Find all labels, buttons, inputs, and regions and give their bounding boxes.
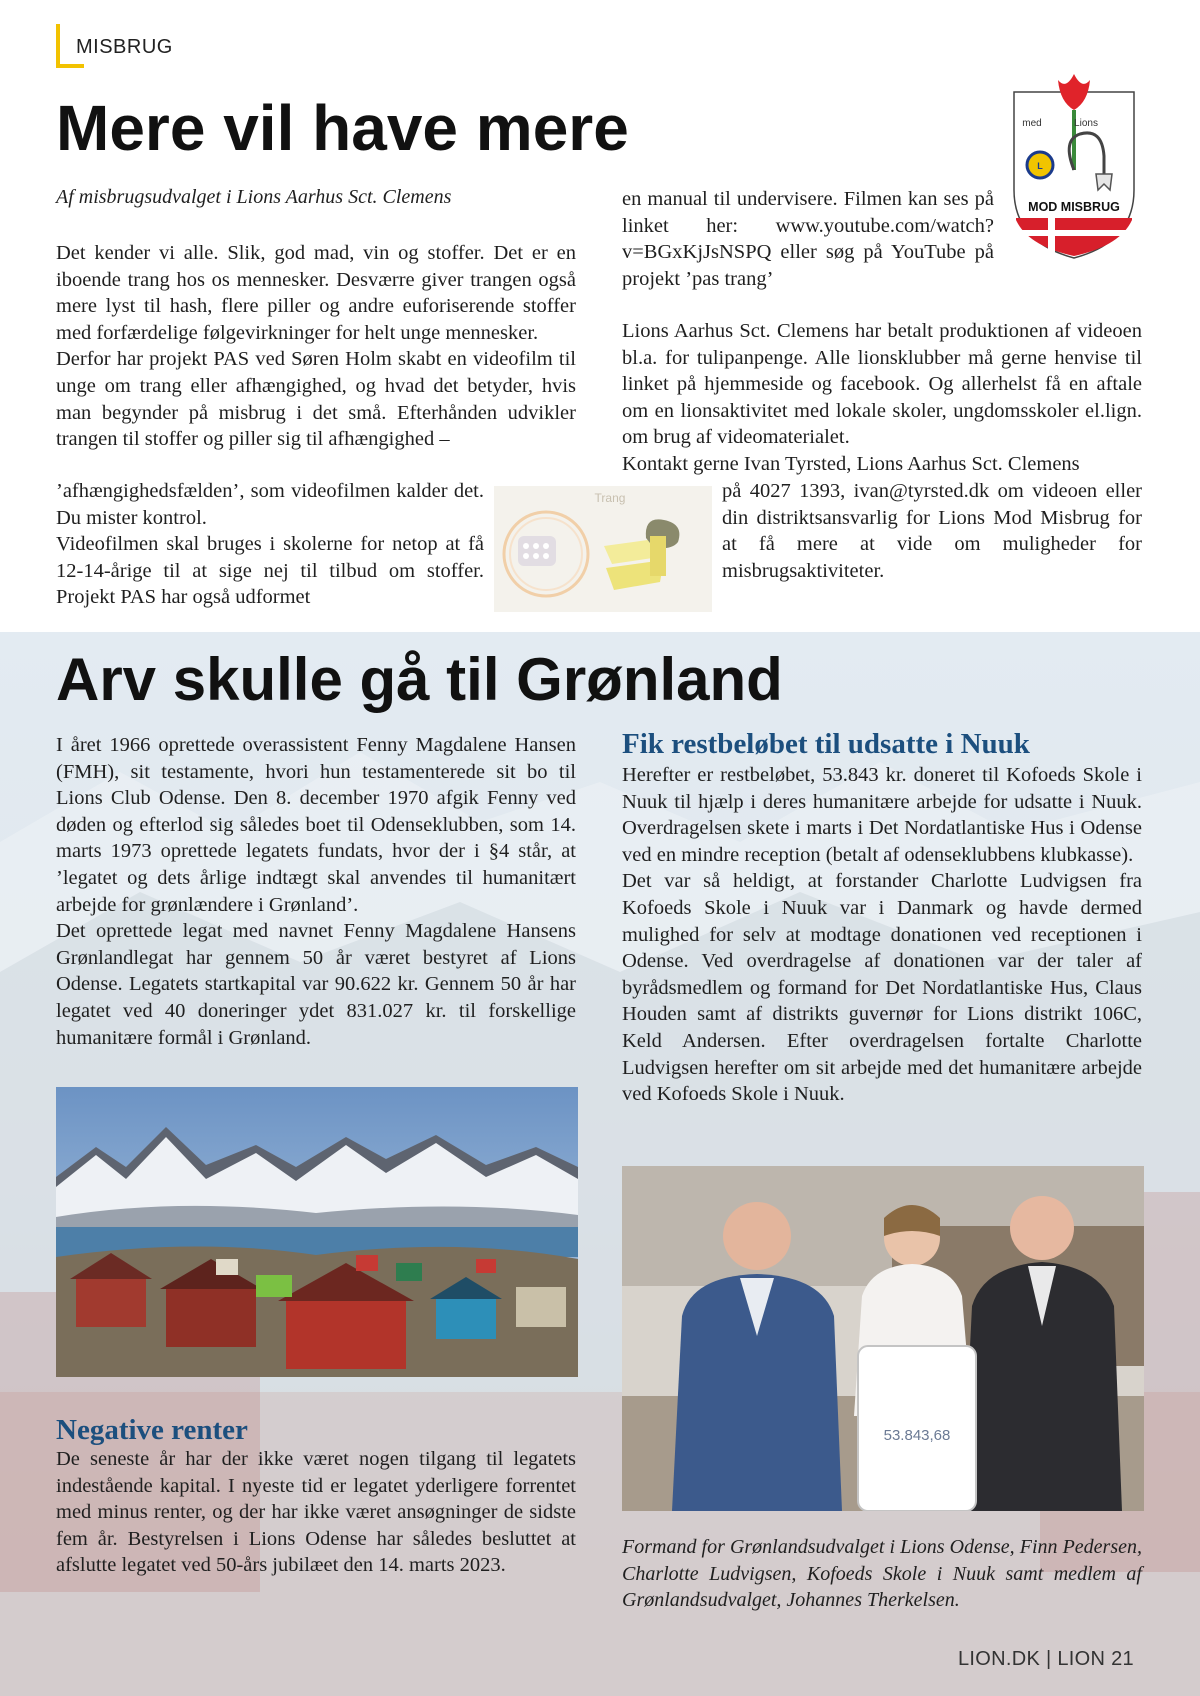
video-thumbnail[interactable] bbox=[494, 486, 712, 612]
mod-misbrug-logo bbox=[1010, 70, 1138, 260]
svg-text:MOD MISBRUG: MOD MISBRUG bbox=[1028, 200, 1120, 214]
reception-photo bbox=[622, 1166, 1144, 1511]
paragraph: Det kender vi alle. Slik, god mad, vin og stoffer. Det er en iboende trang hos os mennesker. Desværre giver trangen også mere lyst til hash, flere piller og andre euforiserende stoffer med forfærdelige følgevirkninger for helt unge mennesker. bbox=[56, 242, 576, 344]
article1-col2 bbox=[622, 318, 1142, 478]
section-marker-foot bbox=[56, 64, 84, 68]
article2-col1-bottom: De seneste år har der ikke været nogen tilgang til legatets indestående kapital. I nyeste tid er legatet yderligere forrentet med minus renter, og der har ikke været ansøgninger de sidste fem år. Bestyrelsen i Lions Odense har således besluttet at afslutte legatet ved 50-års jubilæet den 14. marts 2023. bbox=[56, 1448, 576, 1577]
article1-col2-top: en manual til undervisere. Filmen kan ses på linket her: www.youtube.com/watch?v=BGxKjJsNSPQ eller søg på YouTube på projekt ’pas trang’ bbox=[622, 188, 994, 290]
article1-col1-wrap bbox=[56, 478, 484, 611]
page-footer: LION.DK | LION 21 bbox=[958, 1648, 1134, 1670]
article2-col1 bbox=[56, 732, 576, 1051]
paragraph: ’afhængighedsfælden’, som videofilmen kalder det. Du mister kontrol. bbox=[56, 480, 484, 529]
article2-col2 bbox=[622, 762, 1142, 1108]
section-label: MISBRUG bbox=[76, 36, 173, 58]
article1-col2-wrap: på 4027 1393, ivan@tyrsted.dk om videoen eller din distriktsansvarlig for Lions Mod Misbrug for at få mere at vide om muligheder for misbrugsaktiviteter. bbox=[722, 480, 1142, 582]
photo-caption: Formand for Grønlandsudvalget i Lions Odense, Finn Pedersen, Charlotte Ludvigsen, Kofoeds Skole i Nuuk samt medlem af Grønlandsudvalget, Johannes Therkelsen. bbox=[622, 1536, 1142, 1612]
svg-text:Trang: Trang bbox=[594, 491, 626, 505]
paragraph: Lions Aarhus Sct. Clemens har betalt produktionen af videoen bl.a. for tulipanpenge. Alle lionsklubber må gerne henvise til linket på hjemmeside og facebook. Og allerhelst få en aftale om en lionsaktivitet med lokale skoler, ungdomsskoler el.lign. om brug af videomaterialet. bbox=[622, 320, 1142, 449]
paragraph: Kontakt gerne Ivan Tyrsted, Lions Aarhus Sct. Clemens bbox=[622, 452, 1080, 475]
paragraph: Det var så heldigt, at forstander Charlotte Ludvigsen fra Kofoeds Skole i Nuuk var i Danmark og havde dermed mulighed for selv at modtage donationen ved receptionen i Odense. Ved overdragelse af donationen var der taler af byrådsmedlem og formand for Det Nordatlantiske Hus, Claus Houden samt af distrikts guvernør for Lions distrikt 106C, Keld Andersen. Efter overdragelsen fortalte Charlotte Ludvigsen herefter om sit arbejde med det humanitære arbejde ved Kofoeds Skole i Nuuk. bbox=[622, 870, 1142, 1106]
svg-text:Lions: Lions bbox=[1074, 118, 1098, 129]
paragraph: I året 1966 oprettede overassistent Fenny Magdalene Hansen (FMH), sit testamente, hvori hun testamenterede sit bo til Lions Club Odense. Den 8. december 1970 afgik Fenny ved døden og efterlod sig således boet til Odenseklubben, som 14. marts 1973 oprettede legatets fundats, hvor der i §4 står, at ’legatet og dets årlige indtægt skal anvendes til humanitært arbejde for grønlændere i Grønland’. bbox=[56, 734, 576, 916]
article1-byline: Af misbrugsudvalget i Lions Aarhus Sct. Clemens bbox=[56, 186, 452, 208]
subhead-restbeloeb: Fik restbeløbet til udsatte i Nuuk bbox=[622, 728, 1030, 760]
paragraph: Derfor har projekt PAS ved Søren Holm skabt en videofilm til unge om trang eller afhængighed, og hvad det betyder, hvis man begynder på misbrug i det små. Efterhånden udvikler trangen til stoffer og piller sig til afhængighed – bbox=[56, 348, 576, 451]
article1-title: Mere vil have mere bbox=[56, 92, 629, 164]
article1-col1 bbox=[56, 240, 576, 453]
svg-text:med: med bbox=[1022, 118, 1042, 129]
greenland-village-photo bbox=[56, 1087, 578, 1377]
svg-text:53.843,68: 53.843,68 bbox=[883, 1427, 951, 1444]
subhead-negative-renter: Negative renter bbox=[56, 1414, 248, 1446]
article2-title: Arv skulle gå til Grønland bbox=[56, 646, 783, 713]
section-marker bbox=[56, 24, 60, 68]
paragraph: Videofilmen skal bruges i skolerne for netop at få 12-14-årige til at sige nej til tilbud om stoffer. Projekt PAS har også udformet bbox=[56, 533, 484, 609]
danish-flag-icon bbox=[1016, 218, 1132, 256]
paragraph: Herefter er restbeløbet, 53.843 kr. doneret til Kofoeds Skole i Nuuk til hjælp i deres humanitære arbejde for udsatte i Nuuk. Overdragelsen skete i marts i Det Nordatlantiske Hus i Odense ved en mindre reception (betalt af odenseklubbens klubkasse). bbox=[622, 764, 1142, 866]
paragraph: Det oprettede legat med navnet Fenny Magdalene Hansens Grønlandlegat har gennem 50 år været bestyret af Lions Odense. Legatets startkapital var 90.622 kr. Gennem 50 år har legatet ved 40 doneringer ydet 831.027 kr. til forskellige humanitære formål i Grønland. bbox=[56, 920, 576, 1049]
svg-text:L: L bbox=[1037, 161, 1043, 171]
